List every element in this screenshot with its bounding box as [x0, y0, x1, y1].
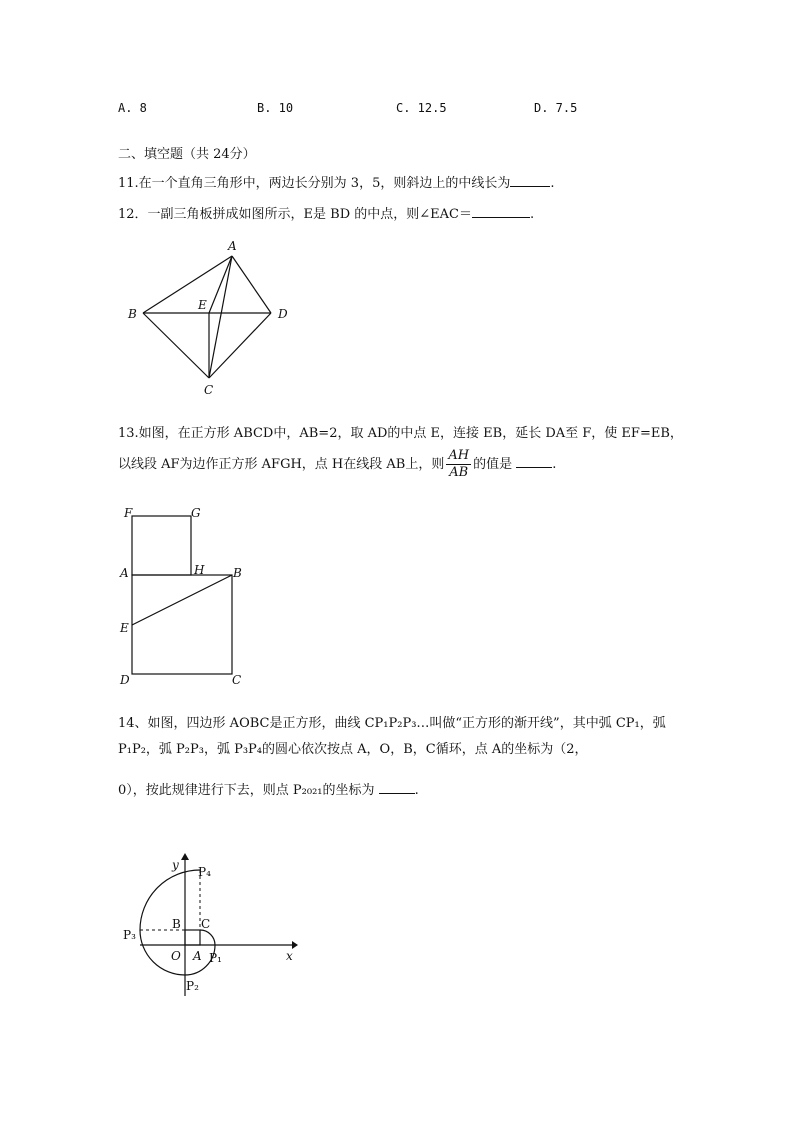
question-11-text: 11.在一个直角三角形中，两边长分别为 3，5，则斜边上的中线长为: [118, 176, 511, 191]
question-11-end: .: [550, 176, 555, 191]
point-label-p1: P₁: [209, 951, 222, 965]
question-13-line-1: 13.如图，在正方形 ABCD中，AB=2，取 AD的中点 E，连接 EB，延长 DA至 F，使 EF=EB，: [118, 426, 683, 441]
point-label-c13: C: [232, 673, 242, 687]
point-label-a14: A: [193, 949, 202, 963]
point-label-p4: P₄: [198, 865, 211, 879]
point-label-g: G: [191, 506, 201, 520]
point-label-o: O: [171, 949, 181, 963]
point-label-a13: A: [120, 566, 129, 580]
point-label-b14: B: [172, 917, 181, 931]
option-c: C. 12.5: [396, 101, 447, 115]
point-label-p2: P₂: [186, 979, 199, 993]
question-12-text: 12．一副三角板拼成如图所示，E是 BD 的中点，则∠EAC＝: [118, 207, 472, 222]
point-label-h: H: [194, 563, 205, 577]
option-b: B. 10: [257, 101, 294, 115]
point-label-d: D: [278, 307, 288, 321]
y-axis-arrow-icon: [181, 853, 189, 860]
fraction-denominator: AB: [449, 465, 469, 480]
point-label-p3: P₃: [123, 928, 136, 942]
point-label-b13: B: [233, 566, 242, 580]
point-label-e: E: [198, 298, 207, 312]
point-label-c: C: [204, 383, 214, 397]
question-14-end: .: [414, 783, 419, 798]
fraction-numerator: AH: [448, 448, 470, 463]
question-13-text: 以线段 AF为边作正方形 AFGH，点 H在线段 AB上，则: [118, 457, 445, 472]
axis-label-x: x: [286, 949, 293, 963]
question-13-end: .: [552, 457, 557, 472]
question-14-text: 0），按此规律进行下去，则点 P₂₀₂₁的坐标为: [118, 783, 375, 798]
question-12-end: .: [530, 207, 535, 222]
x-axis-arrow-icon: [292, 941, 298, 949]
section-heading: 二、填空题（共 24分）: [118, 147, 256, 162]
point-label-d13: D: [120, 673, 130, 687]
point-label-e13: E: [120, 621, 129, 635]
question-13-text-post: 的值是: [473, 457, 513, 472]
point-label-a: A: [228, 239, 237, 253]
point-label-b: B: [128, 307, 137, 321]
question-14-line-1: 14、如图，四边形 AOBC是正方形，曲线 CP₁P₂P₃…叫做“正方形的渐开线”，其中弧 CP₁，弧: [118, 716, 666, 731]
option-d: D. 7.5: [534, 101, 578, 115]
point-label-f: F: [124, 506, 133, 520]
point-label-c14: C: [201, 917, 211, 931]
option-a: A. 8: [118, 101, 147, 115]
question-14-line-2: P₁P₂，弧 P₂P₃，弧 P₃P₄的圆心依次按点 A，O，B，C循环，点 A的坐标为（2，: [118, 742, 588, 757]
axis-label-y: y: [172, 858, 179, 872]
